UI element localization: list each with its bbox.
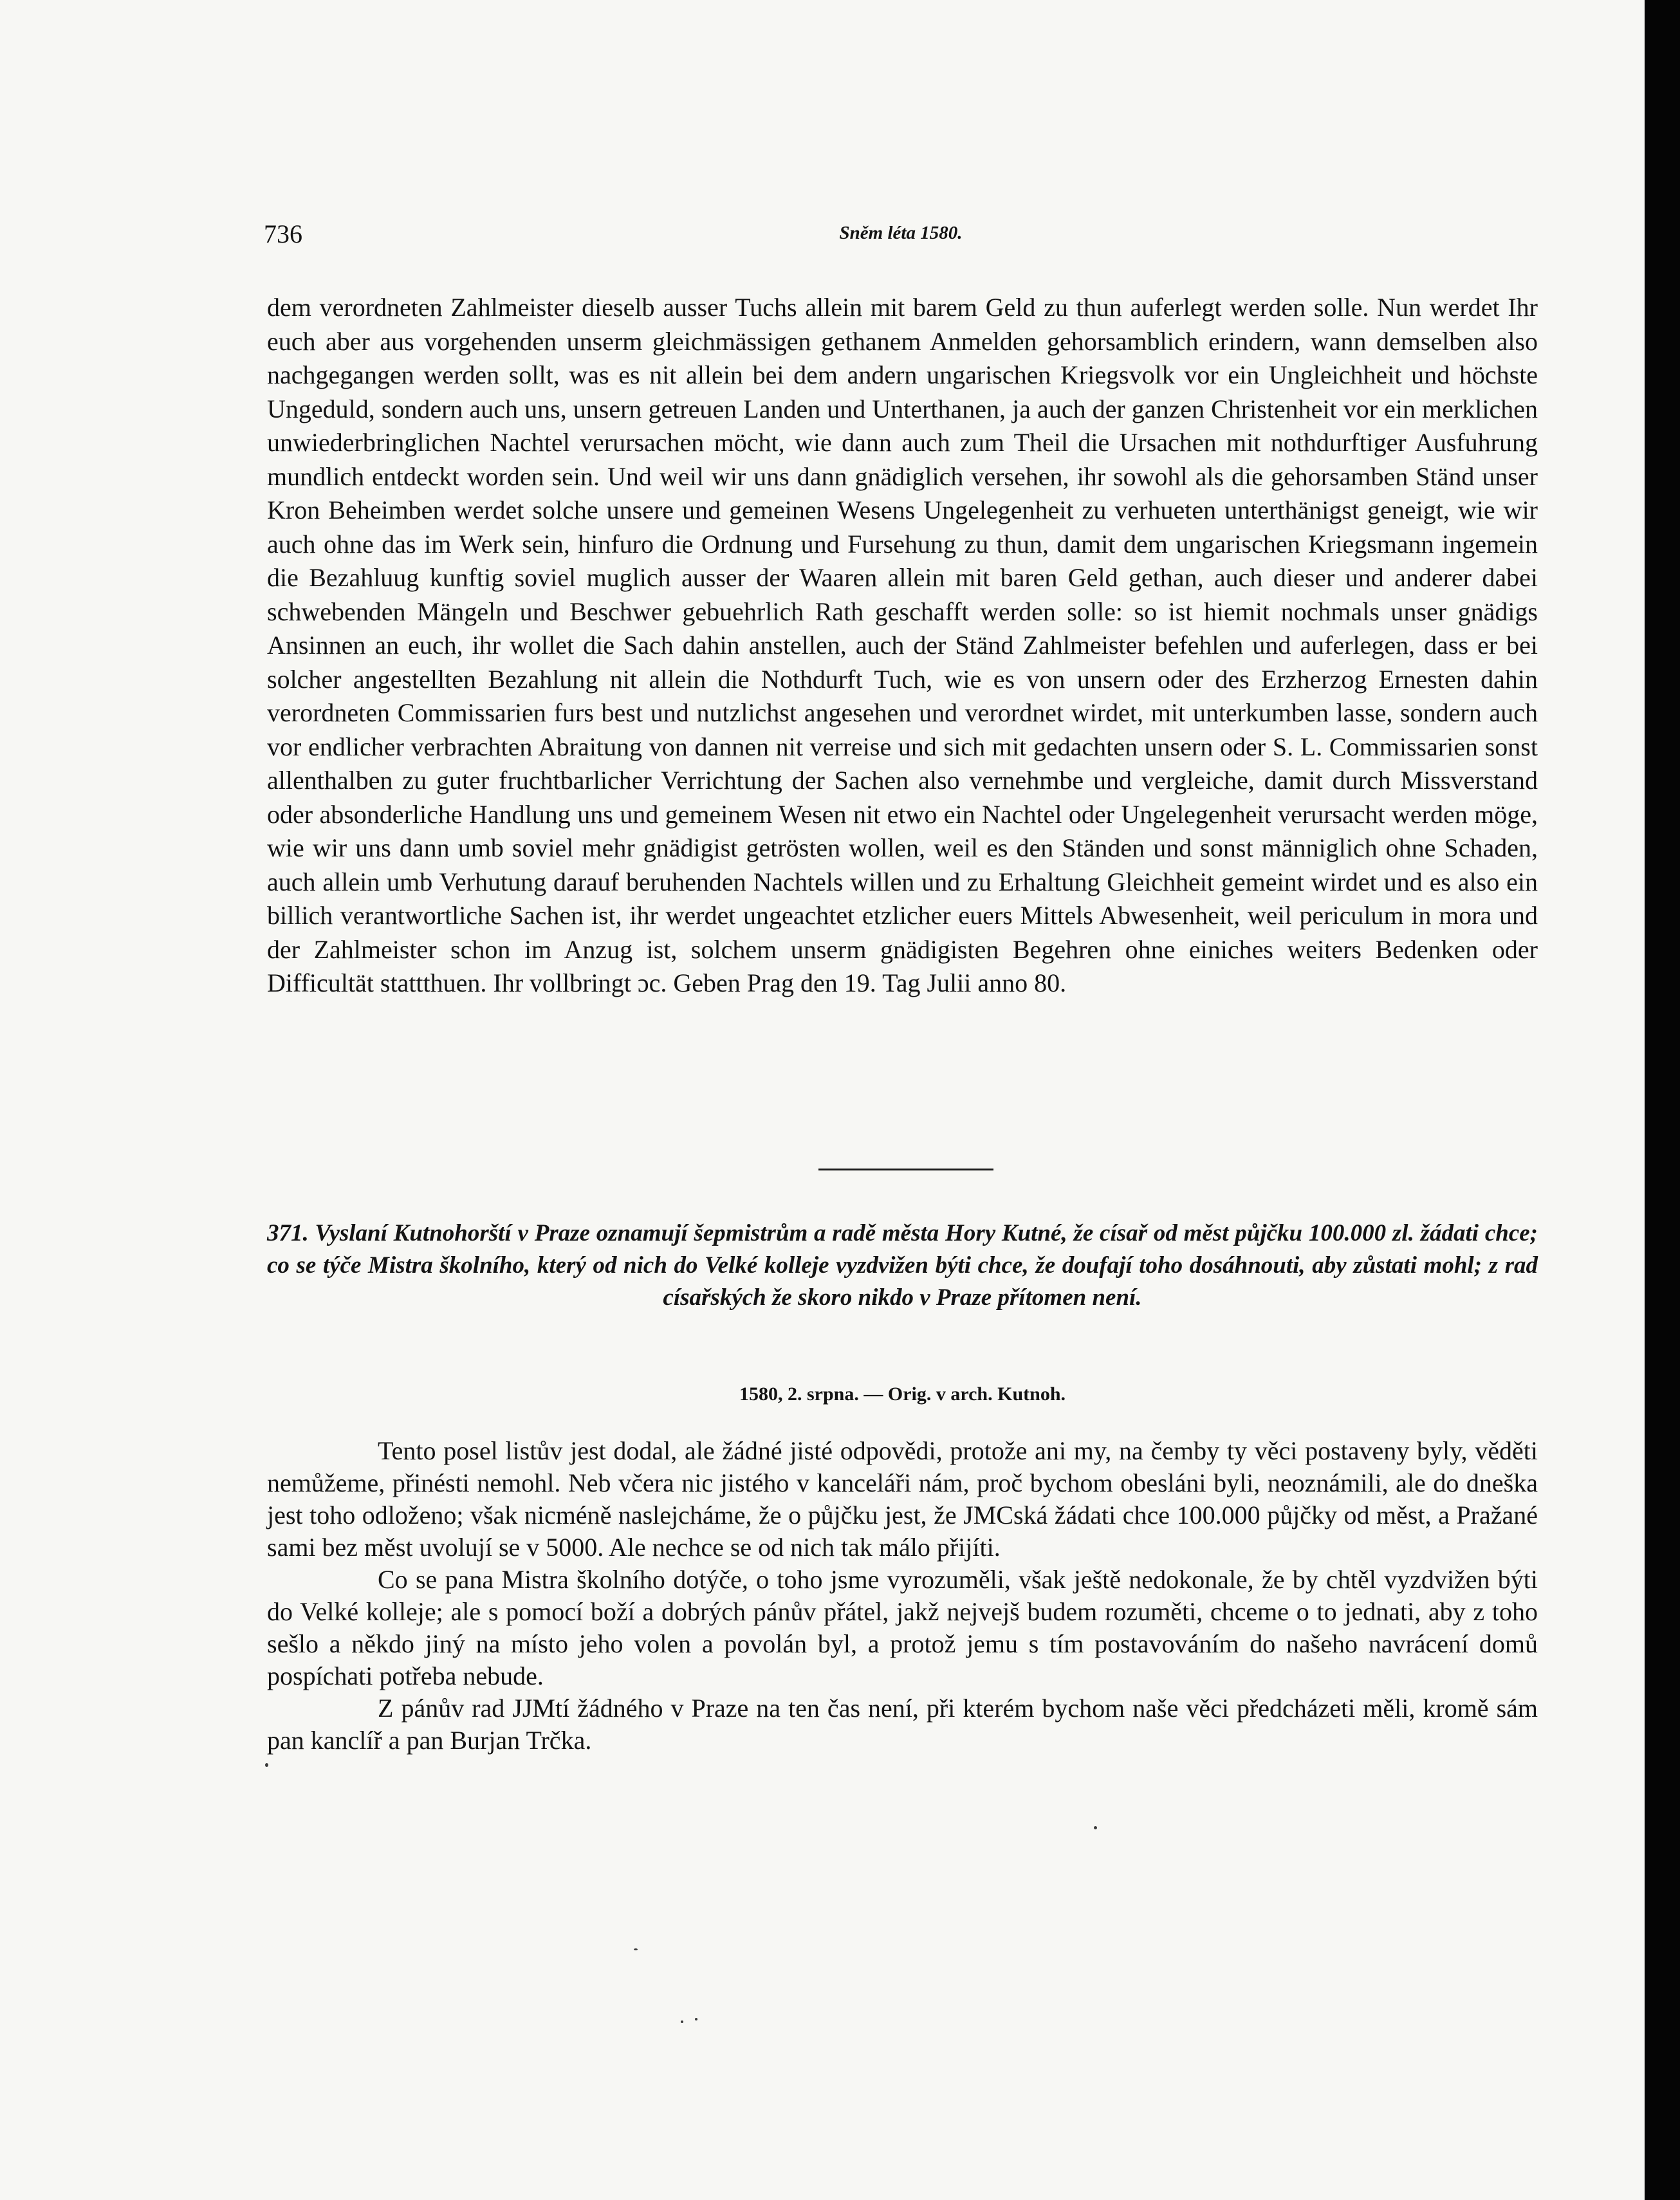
letter-paragraph: Tento posel listův jest dodal, ale žádné jisté odpovědi, protože ani my, na čemby ty věci postaveny byly, věděti nemůžeme, přinésti nemohl. Neb včera nic jistého v kanceláři nám, proč bychom obesláni byli, neoznámili, ale do dneška jest toho odloženo; však nicméně naslejcháme, že o půjčku jest, že JMCská žádati chce 100.000 půjčky od měst, a Pražané sami bez měst uvolují se v 5000. Ale nechce se od nich tak málo přijíti. [267,1436,1538,1562]
scan-speck [1094,1826,1097,1829]
german-paragraph: dem verordneten Zahlmeister dieselb ausser Tuchs allein mit barem Geld zu thun auferlegt werden solle. Nun werdet Ihr euch aber aus vorgehenden unserm gleichmässigen gethanem Anmelden gehorsamblich erindern, wann demselben also nachgegangen werden sollt, was es nit allein bei dem andern ungarischen Kriegsvolk vor ein Ungleichheit und höchste Ungeduld, sondern auch uns, unsern getreuen Landen und Unterthanen, ja auch der ganzen Christenheit vor ein merklichen unwiederbringlichen Nachtel verursachen möcht, wie dann auch zum Theil die Ursachen mit nothdurftiger Ausfuhrung mundlich entdeckt worden sein. Und weil wir uns dann gnädiglich versehen, ihr sowohl als die gehorsamben Ständ unser Kron Beheimben werdet solche unsere und gemeinen Wesens Ungelegenheit zu verhueten unterthänigst geneigt, wie wir auch ohne das im Werk sein, hinfuro die Ordnung und Fursehung zu thun, damit dem ungarischen Kriegsmann ingemein die Bezahluug kunftig soviel muglich ausser der Waaren allein mit baren Geld gethan, auch dieser und anderer dabei schwebenden Mängeln und Beschwer gebuehrlich Rath geschafft werden solle: so ist hiemit nochmals unser gnädigs Ansinnen an euch, ihr wollet die Sach dahin anstellen, auch der Ständ Zahlmeister befehlen und auferlegen, dass er bei solcher angestellten Bezahlung nit allein die Nothdurft Tuch, wie es von unsern oder des Erzherzog Ernesten dahin verordneten Commissarien furs best und nutzlichst angesehen und verordnet wirdet, mit unterkumben lasse, sondern auch vor endlicher verbrachten Abraitung von dannen nit verreise und sich mit gedachten unsern oder S. L. Commissarien sonst allenthalben zu guter fruchtbarlicher Verrichtung der Sachen also vernehmbe und vergleiche, damit durch Missverstand oder absonderliche Handlung uns und gemeinem Wesen nit etwo ein Nachtel oder Ungelegenheit verursacht werden möge, wie wir uns dann umb soviel mehr gnädigist getrösten wollen, weil es den Ständen und sonst männiglich ohne Schaden, auch allein umb Verhutung darauf beruhenden Nachtels willen und zu Erhaltung Gleichheit gemeint wirdet und es also ein billich verantwortliche Sachen ist, ihr werdet ungeachtet etzlicher euers Mittels Abwesenheit, weil periculum in mora und der Zahlmeister schon im Anzug ist, solchem unserm gnädigisten Begehren ohne einiches weiters Bedenken oder Difficultät stattthuen. Ihr vollbringt ɔc. Geben Prag den 19. Tag Julii anno 80. [267,293,1538,997]
page-number: 736 [264,219,302,248]
scan-speck [634,1948,638,1950]
running-title: Sněm léta 1580. [839,223,963,243]
letter-paragraph: Z pánův rad JJMtí žádného v Praze na ten čas není, při kterém bychom naše věci předcházeti měli, kromě sám pan kanclíř a pan Burjan Trčka. [267,1694,1538,1755]
scan-speck [681,2020,683,2023]
document-heading: 371. Vyslaní Kutnohorští v Praze oznamují šepmistrům a radě města Hory Kutné, že císař od měst půjčku 100.000 zl. žádati chce; co se týče Mistra školního, který od nich do Velké kolleje vyzdvižen býti chce, že doufají toho dosáhnouti, aby zůstati mohl; z rad císařských že skoro nikdo v Praze přítomen není. [267,1220,1538,1311]
document-date-source: 1580, 2. srpna. — Orig. v arch. Kutnoh. [739,1383,1066,1405]
german-letter-continuation [267,291,1538,1001]
section-divider [818,1169,993,1170]
scan-border [1645,0,1680,2200]
scan-speck [695,2018,697,2020]
page-header [264,219,1538,257]
letter-paragraph: Co se pana Mistra školního dotýče, o toho jsme vyrozuměli, však ještě nedokonale, že by chtěl vyzdvižen býti do Velké kolleje; ale s pomocí boží a dobrých pánův přátel, jakž nejvejš budem rozuměti, chceme o to jednati, aby z toho sešlo a někdo jiný na místo jeho volen a povolán byl, a protož jemu s tím postavováním do našeho navrácení domů pospíchati potřeba nebude. [267,1565,1538,1690]
czech-letter [267,1435,1538,1757]
scan-speck [265,1763,268,1767]
